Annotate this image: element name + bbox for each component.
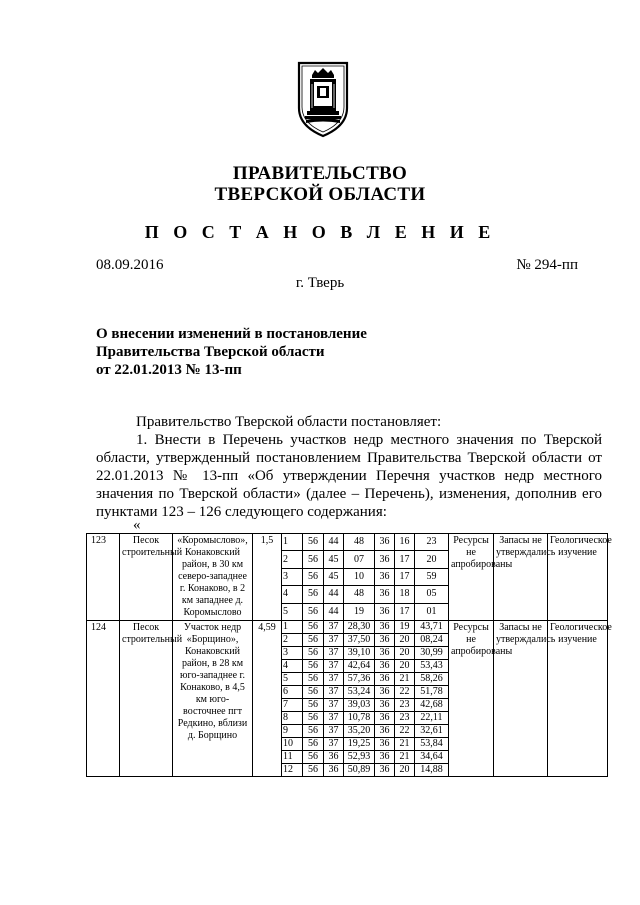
lon-seconds: 32,61 [415, 725, 449, 738]
lat-minutes: 37 [324, 712, 344, 725]
approval-status: Запасы не утверждались [494, 621, 548, 777]
point-number: 2 [282, 634, 303, 647]
plot-number: 123 [87, 534, 120, 621]
org-name-line1: ПРАВИТЕЛЬСТВО [232, 163, 408, 184]
lon-degrees: 36 [375, 534, 395, 551]
coat-of-arms-emblem [296, 60, 350, 138]
lat-degrees: 56 [303, 634, 324, 647]
lon-minutes: 17 [395, 603, 415, 620]
lon-degrees: 36 [375, 586, 395, 603]
lat-minutes: 45 [324, 551, 344, 568]
lat-degrees: 56 [303, 764, 324, 777]
point-number: 3 [282, 568, 303, 585]
lat-seconds: 37,50 [344, 634, 375, 647]
lon-seconds: 01 [415, 603, 449, 620]
lon-degrees: 36 [375, 699, 395, 712]
lon-degrees: 36 [375, 712, 395, 725]
plot-location: Участок недр «Борщино», Конаковский район, в 28 км юго-западнее г. Конаково, в 4,5 км юго-восточнее пгт Редкино, вблизи д. Борщино [173, 621, 253, 777]
lon-minutes: 19 [395, 621, 415, 634]
lat-minutes: 44 [324, 603, 344, 620]
lon-minutes: 21 [395, 673, 415, 686]
lon-degrees: 36 [375, 647, 395, 660]
point-number: 7 [282, 699, 303, 712]
lat-minutes: 37 [324, 725, 344, 738]
lon-degrees: 36 [375, 764, 395, 777]
lat-minutes: 37 [324, 634, 344, 647]
lon-degrees: 36 [375, 603, 395, 620]
lon-seconds: 59 [415, 568, 449, 585]
lon-seconds: 53,84 [415, 738, 449, 751]
lon-minutes: 16 [395, 534, 415, 551]
document-city: г. Тверь [295, 275, 345, 291]
lon-degrees: 36 [375, 568, 395, 585]
lon-seconds: 14,88 [415, 764, 449, 777]
lat-degrees: 56 [303, 699, 324, 712]
document-number: № 294-пп [516, 257, 578, 273]
lat-minutes: 37 [324, 647, 344, 660]
lon-minutes: 18 [395, 586, 415, 603]
study-purpose: Геологическое изучение [548, 621, 608, 777]
lat-seconds: 28,30 [344, 621, 375, 634]
point-number: 3 [282, 647, 303, 660]
lon-degrees: 36 [375, 551, 395, 568]
lon-seconds: 23 [415, 534, 449, 551]
opening-quote: « [133, 517, 141, 533]
lat-seconds: 19,25 [344, 738, 375, 751]
intro-text: Правительство Тверской области постановляет: [136, 414, 442, 430]
lat-degrees: 56 [303, 751, 324, 764]
org-name-line2: ТВЕРСКОЙ ОБЛАСТИ [214, 184, 426, 205]
lon-minutes: 17 [395, 568, 415, 585]
lat-seconds: 39,03 [344, 699, 375, 712]
lon-degrees: 36 [375, 673, 395, 686]
lon-minutes: 17 [395, 551, 415, 568]
lat-seconds: 19 [344, 603, 375, 620]
reserves-status: Ресурсы не апробированы [449, 621, 494, 777]
lat-minutes: 37 [324, 673, 344, 686]
subject-line: от 22.01.2013 № 13-пп [96, 362, 242, 378]
lat-seconds: 57,36 [344, 673, 375, 686]
body-paragraph [96, 431, 602, 521]
lon-minutes: 20 [395, 764, 415, 777]
lon-seconds: 43,71 [415, 621, 449, 634]
lon-seconds: 22,11 [415, 712, 449, 725]
lon-minutes: 21 [395, 751, 415, 764]
lat-seconds: 10 [344, 568, 375, 585]
lat-seconds: 42,64 [344, 660, 375, 673]
point-number: 4 [282, 660, 303, 673]
point-number: 9 [282, 725, 303, 738]
lat-degrees: 56 [303, 660, 324, 673]
subject-line: О внесении изменений в постановление [96, 326, 367, 342]
lat-seconds: 35,20 [344, 725, 375, 738]
point-number: 10 [282, 738, 303, 751]
study-purpose: Геологическое изучение [548, 534, 608, 621]
lon-minutes: 20 [395, 647, 415, 660]
mineral-type: Песок строительный [120, 621, 173, 777]
lat-minutes: 37 [324, 738, 344, 751]
point-number: 1 [282, 621, 303, 634]
lat-degrees: 56 [303, 712, 324, 725]
lat-minutes: 36 [324, 764, 344, 777]
lat-degrees: 56 [303, 586, 324, 603]
plot-location: «Коромыслово», Конаковский район, в 30 км северо-западнее г. Конаково, в 2 км западнее д. Коромыслово [173, 534, 253, 621]
lon-minutes: 20 [395, 634, 415, 647]
lon-minutes: 23 [395, 712, 415, 725]
lat-seconds: 48 [344, 534, 375, 551]
lon-seconds: 20 [415, 551, 449, 568]
lon-minutes: 21 [395, 738, 415, 751]
lat-degrees: 56 [303, 725, 324, 738]
document-date: 08.09.2016 [96, 257, 164, 273]
lat-degrees: 56 [303, 551, 324, 568]
document-subject [96, 325, 367, 379]
lat-seconds: 50,89 [344, 764, 375, 777]
lon-degrees: 36 [375, 686, 395, 699]
lat-degrees: 56 [303, 621, 324, 634]
lon-seconds: 53,43 [415, 660, 449, 673]
lon-seconds: 05 [415, 586, 449, 603]
lat-degrees: 56 [303, 686, 324, 699]
point-number: 6 [282, 686, 303, 699]
subject-line: Правительства Тверской области [96, 344, 325, 360]
lat-seconds: 48 [344, 586, 375, 603]
approval-status: Запасы не утверждались [494, 534, 548, 621]
lon-seconds: 58,26 [415, 673, 449, 686]
lon-degrees: 36 [375, 660, 395, 673]
lat-seconds: 10,78 [344, 712, 375, 725]
lon-seconds: 34,64 [415, 751, 449, 764]
lat-minutes: 37 [324, 621, 344, 634]
lon-minutes: 22 [395, 725, 415, 738]
point-number: 8 [282, 712, 303, 725]
lon-minutes: 23 [395, 699, 415, 712]
lat-minutes: 37 [324, 660, 344, 673]
lon-seconds: 42,68 [415, 699, 449, 712]
lon-degrees: 36 [375, 621, 395, 634]
lat-minutes: 44 [324, 586, 344, 603]
lat-seconds: 39,10 [344, 647, 375, 660]
lon-seconds: 08,24 [415, 634, 449, 647]
lon-minutes: 22 [395, 686, 415, 699]
lat-degrees: 56 [303, 738, 324, 751]
point-number: 5 [282, 673, 303, 686]
lon-degrees: 36 [375, 738, 395, 751]
lat-degrees: 56 [303, 534, 324, 551]
lon-degrees: 36 [375, 751, 395, 764]
lat-minutes: 45 [324, 568, 344, 585]
point-number: 12 [282, 764, 303, 777]
table-row [87, 534, 608, 551]
lat-minutes: 44 [324, 534, 344, 551]
lat-minutes: 37 [324, 699, 344, 712]
lon-seconds: 30,99 [415, 647, 449, 660]
lat-degrees: 56 [303, 603, 324, 620]
point-number: 5 [282, 603, 303, 620]
paragraph-text: 1. Внести в Перечень участков недр местного значения по Тверской области, утвержденный постановлением Правительства Тверской области от 22.01.2013 № 13-пп «Об утверждении Перечня участков недр местного значения по Тверской области» (далее – Перечень), изменения, дополнив его пунктами 123 – 126 следующего содержания: [96, 432, 602, 520]
plot-area: 1,5 [253, 534, 282, 621]
lon-seconds: 51,78 [415, 686, 449, 699]
lat-seconds: 52,93 [344, 751, 375, 764]
table-row [87, 621, 608, 634]
point-number: 11 [282, 751, 303, 764]
document-type: П О С Т А Н О В Л Е Н И Е [144, 222, 496, 242]
subsoil-plots-table [86, 533, 612, 777]
lat-minutes: 36 [324, 751, 344, 764]
lat-seconds: 53,24 [344, 686, 375, 699]
lat-degrees: 56 [303, 647, 324, 660]
plot-area: 4,59 [253, 621, 282, 777]
lat-seconds: 07 [344, 551, 375, 568]
lat-degrees: 56 [303, 568, 324, 585]
reserves-status: Ресурсы не апробированы [449, 534, 494, 621]
lon-degrees: 36 [375, 634, 395, 647]
plot-number: 124 [87, 621, 120, 777]
point-number: 4 [282, 586, 303, 603]
point-number: 1 [282, 534, 303, 551]
point-number: 2 [282, 551, 303, 568]
lon-degrees: 36 [375, 725, 395, 738]
lat-minutes: 37 [324, 686, 344, 699]
lat-degrees: 56 [303, 673, 324, 686]
mineral-type: Песок строительный [120, 534, 173, 621]
lon-minutes: 20 [395, 660, 415, 673]
